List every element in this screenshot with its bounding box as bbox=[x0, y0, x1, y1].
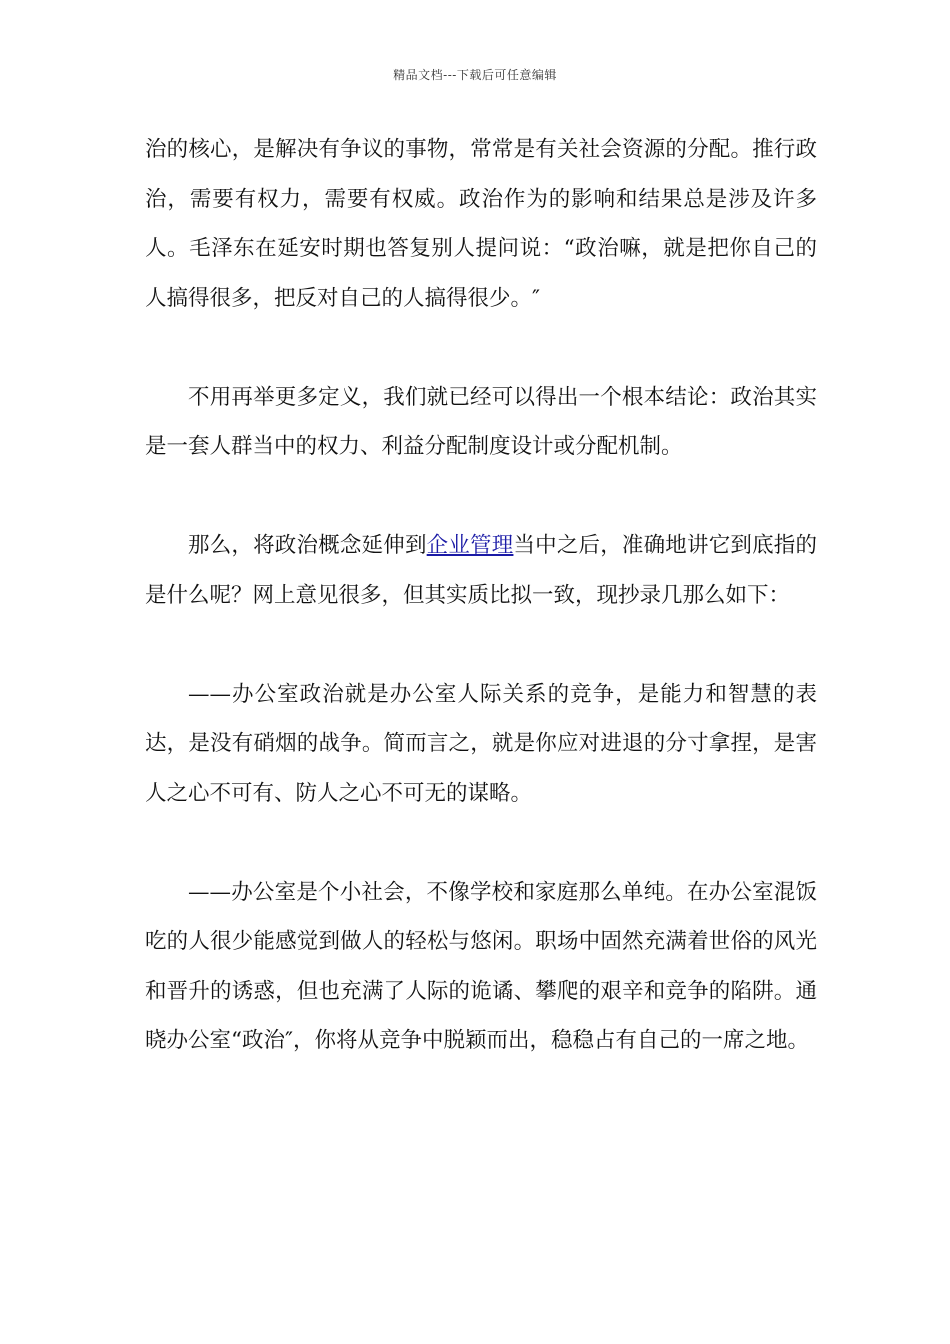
paragraph-2: 不用再举更多定义，我们就已经可以得出一个根本结论：政治其实是一套人群当中的权力、利益分配制度设计或分配机制。 bbox=[145, 384, 817, 459]
paragraph-5: ——办公室是个小社会，不像学校和家庭那么单纯。在办公室混饭吃的人很少能感觉到做人的轻松与悠闲。职场中固然充满着世俗的风光和晋升的诱惑，但也充满了人际的诡谲、攀爬的艰辛和竞争的陷阱。通晓办公室“政治″，你将从竞争中脱颖而出，稳稳占有自己的一席之地。 bbox=[145, 879, 817, 1053]
paragraph-gap bbox=[145, 472, 817, 522]
paragraph-3 bbox=[145, 521, 817, 620]
paragraph-1: 治的核心，是解决有争议的事物，常常是有关社会资源的分配。推行政治，需要有权力，需要有权威。政治作为的影响和结果总是涉及许多人。毛泽东在延安时期也答复别人提问说：“政治嘛，就是把你自己的人搞得很多，把反对自己的人搞得很少。″ bbox=[145, 137, 817, 311]
document-body bbox=[145, 125, 817, 1066]
paragraph-gap bbox=[145, 620, 817, 670]
enterprise-management-link[interactable]: 企业管理 bbox=[426, 533, 514, 558]
paragraph-3-before: 那么，将政治概念延伸到 bbox=[188, 533, 427, 558]
paragraph-gap bbox=[145, 323, 817, 373]
paragraph-3-after: 当中之后，准确地讲它到底指的是什么呢？网上意见很多，但其实质比拟一致，现抄录几那么如下： bbox=[145, 533, 817, 608]
page-header: 精品文档---下载后可任意编辑 bbox=[393, 68, 557, 82]
paragraph-gap bbox=[145, 818, 817, 868]
paragraph-4: ——办公室政治就是办公室人际关系的竞争，是能力和智慧的表达，是没有硝烟的战争。简而言之，就是你应对进退的分寸拿捏，是害人之心不可有、防人之心不可无的谋略。 bbox=[145, 681, 817, 806]
